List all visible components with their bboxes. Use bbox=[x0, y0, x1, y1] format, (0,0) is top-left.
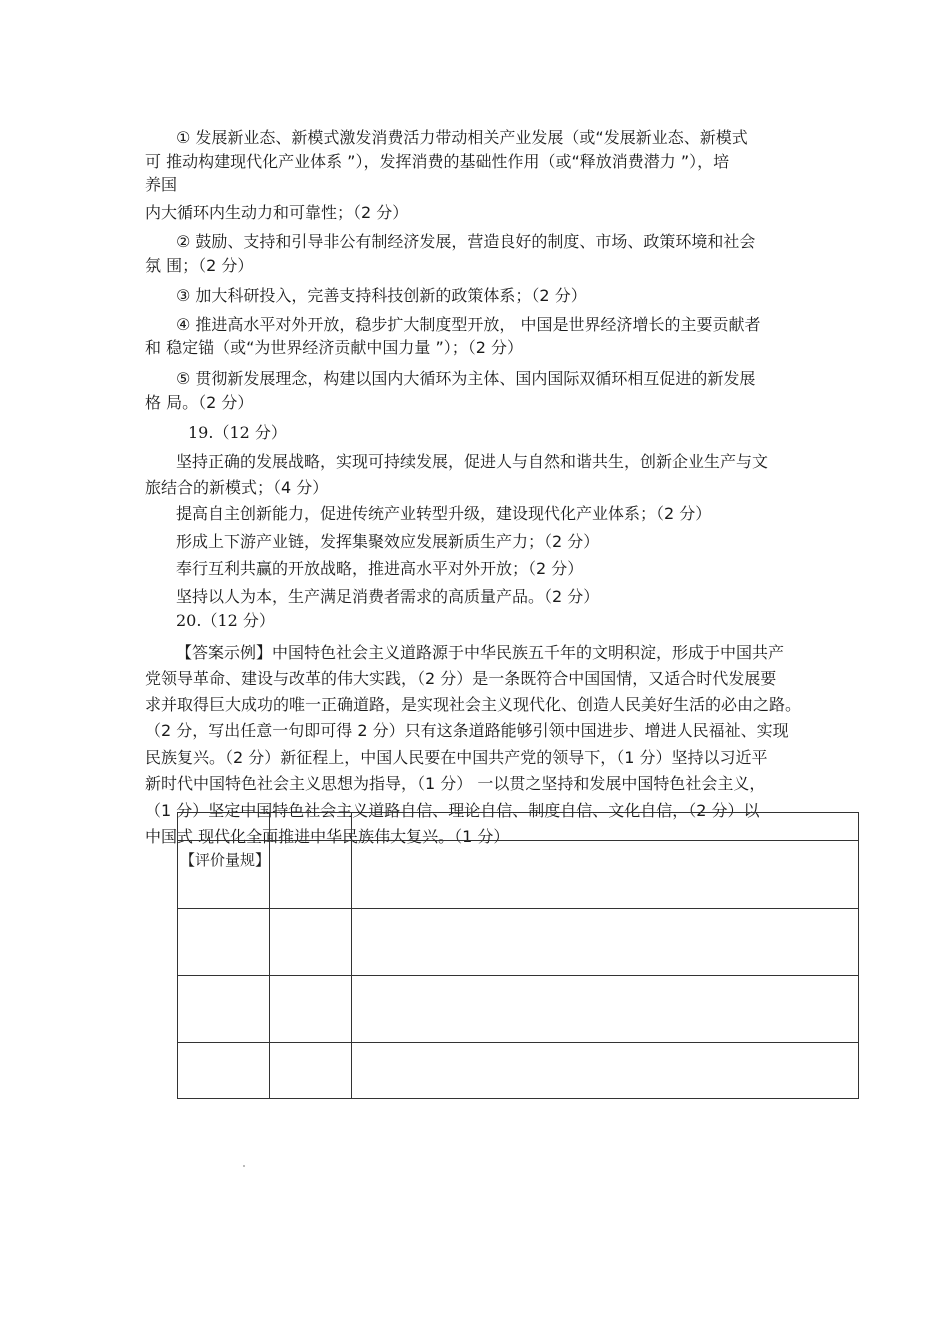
rubric-table bbox=[177, 812, 859, 1099]
table-cell bbox=[352, 813, 859, 841]
q19-para5: 坚持以人为本，生产满足消费者需求的高质量产品。（2 分） bbox=[176, 587, 600, 606]
q18-item1-line1: ① 发展新业态、新模式激发消费活力带动相关产业发展（或“发展新业态、新模式 bbox=[176, 128, 748, 147]
table-cell bbox=[270, 813, 352, 841]
q18-item1-line4: 内大循环内生动力和可靠性；（2 分） bbox=[145, 203, 409, 222]
table-row bbox=[178, 1043, 859, 1099]
q20-answer-line5: 民族复兴。（2 分）新征程上，中国人民要在中国共产党的领导下，（1 分）坚持以习近平 bbox=[145, 748, 768, 767]
q20-answer-line1: 【答案示例】中国特色社会主义道路源于中华民族五千年的文明积淀，形成于中国共产 bbox=[176, 643, 785, 662]
q20-answer-line6: 新时代中国特色社会主义思想为指导，（1 分） 一以贯之坚持和发展中国特色社会主义， bbox=[145, 774, 766, 793]
q18-item5-line1: ⑤ 贯彻新发展理念，构建以国内大循环为主体、国内国际双循环相互促进的新发展 bbox=[176, 369, 756, 388]
q20-answer-line4: （2 分，写出任意一句即可得 2 分）只有这条道路能够引领中国进步、增进人民福祉、实现 bbox=[145, 721, 789, 740]
table-cell bbox=[270, 976, 352, 1043]
table-cell bbox=[178, 976, 270, 1043]
q19-para1-line1: 坚持正确的发展战略，实现可持续发展，促进人与自然和谐共生，创新企业生产与文 bbox=[176, 452, 769, 471]
q18-item3: ③ 加大科研投入，完善支持科技创新的政策体系；（2 分） bbox=[176, 286, 587, 305]
q20-answer-line8: 中国式 现代化全面推进中华民族伟大复兴。（1 分） bbox=[145, 827, 510, 846]
q18-item5-line2: 格 局。（2 分） bbox=[145, 393, 254, 412]
table-cell bbox=[178, 813, 270, 841]
table-row bbox=[178, 813, 859, 841]
table-cell bbox=[270, 909, 352, 976]
q20-answer-line3: 求并取得巨大成功的唯一正确道路，是实现社会主义现代化、创造人民美好生活的必由之路。 bbox=[145, 695, 802, 714]
q18-item2-line2: 氛 围；（2 分） bbox=[145, 256, 254, 275]
q18-item2-line1: ② 鼓励、支持和引导非公有制经济发展，营造良好的制度、市场、政策环境和社会 bbox=[176, 232, 756, 251]
table-row bbox=[178, 841, 859, 909]
q19-heading: 19.（12 分） bbox=[188, 423, 287, 442]
table-cell bbox=[352, 976, 859, 1043]
q18-item4-line1: ④ 推进高水平对外开放，稳步扩大制度型开放， 中国是世界经济增长的主要贡献者 bbox=[176, 315, 761, 334]
q18-item1-line2: 可 推动构建现代化产业体系 ”），发挥消费的基础性作用（或“释放消费潜力 ”），培 bbox=[145, 152, 730, 171]
table-row bbox=[178, 909, 859, 976]
q19-para4: 奉行互利共赢的开放战略，推进高水平对外开放；（2 分） bbox=[176, 559, 584, 578]
table-cell bbox=[178, 909, 270, 976]
table-cell bbox=[352, 1043, 859, 1099]
rubric-label: 【评价量规】 bbox=[180, 851, 271, 869]
q19-para3: 形成上下游产业链，发挥集聚效应发展新质生产力；（2 分） bbox=[176, 532, 600, 551]
table-row bbox=[178, 976, 859, 1043]
q19-para1-line2: 旅结合的新模式；（4 分） bbox=[145, 478, 329, 497]
q20-heading: 20.（12 分） bbox=[176, 611, 275, 630]
q20-answer-line7: （1 分）坚定中国特色社会主义道路自信、理论自信、制度自信、文化自信，（2 分）以 bbox=[145, 801, 760, 820]
q19-para2: 提高自主创新能力，促进传统产业转型升级，建设现代化产业体系；（2 分） bbox=[176, 504, 712, 523]
table-cell bbox=[270, 841, 352, 909]
q20-answer-line2: 党领导革命、建设与改革的伟大实践，（2 分）是一条既符合中国国情，又适合时代发展要 bbox=[145, 669, 777, 688]
table-cell bbox=[352, 909, 859, 976]
table-cell bbox=[270, 1043, 352, 1099]
table-cell bbox=[178, 1043, 270, 1099]
table-cell bbox=[352, 841, 859, 909]
q18-item4-line2: 和 稳定锚（或“为世界经济贡献中国力量 ”）；（2 分） bbox=[145, 338, 524, 357]
q18-item1-line3: 养国 bbox=[145, 175, 178, 194]
table-cell bbox=[178, 841, 270, 909]
scan-speck bbox=[243, 1165, 245, 1167]
